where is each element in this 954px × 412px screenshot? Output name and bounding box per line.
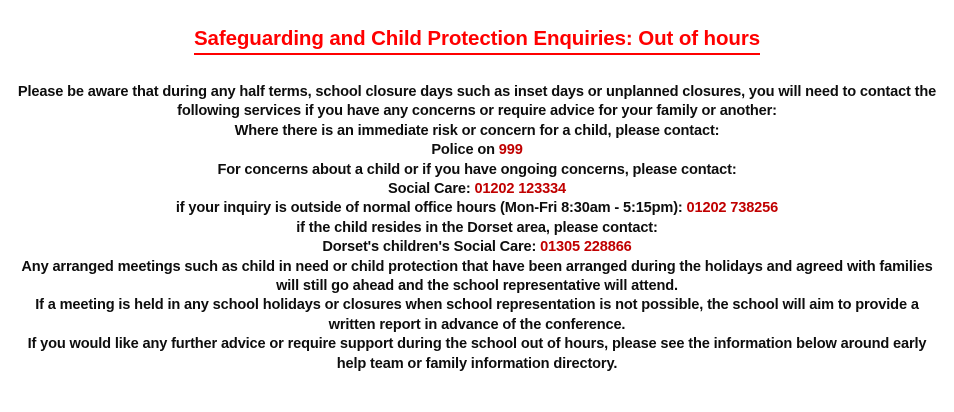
paragraph-ongoing-concerns: For concerns about a child or if you have ongoing concerns, please contact:: [217, 161, 737, 178]
police-label: Police on: [431, 142, 499, 159]
paragraph-dorset-area: if the child resides in the Dorset area, please contact:: [296, 219, 658, 236]
paragraph-dorset-social-care: [12, 238, 942, 257]
dorset-social-care-label: Dorset's children's Social Care:: [322, 239, 541, 256]
out-of-hours-label: if your inquiry is outside of normal office hours (Mon-Fri 8:30am - 5:15pm):: [175, 200, 687, 217]
police-phone-number: 999: [498, 142, 523, 159]
paragraph-intro: Please be aware that during any half terms, school closure days such as inset days or unplanned closures, you will need to contact the following services if you have any concerns or require advice for your family or another:: [17, 84, 937, 120]
paragraph-further-advice: If you would like any further advice or require support during the school out of hours, please see the information below around early help team or family information directory.: [27, 336, 927, 372]
page-title: [0, 26, 954, 55]
document-body: [12, 83, 942, 374]
dorset-social-care-phone-number: 01305 228866: [540, 239, 632, 256]
social-care-phone-number: 01202 123334: [474, 181, 566, 198]
paragraph-meeting-held: If a meeting is held in any school holidays or closures when school representation is not possible, the school will aim to provide a written report in advance of the conference.: [35, 297, 919, 333]
paragraph-police: [12, 141, 942, 160]
out-of-hours-phone-number: 01202 738256: [686, 200, 779, 217]
paragraph-out-of-hours: [12, 199, 942, 218]
social-care-label: Social Care:: [387, 181, 475, 198]
page-title-text: Safeguarding and Child Protection Enquiries: Out of hours: [194, 26, 760, 55]
paragraph-arranged-meetings: Any arranged meetings such as child in need or child protection that have been arranged during the holidays and agreed with families will still go ahead and the school representative will attend.: [21, 258, 933, 295]
paragraph-immediate-risk: Where there is an immediate risk or concern for a child, please contact:: [234, 122, 720, 139]
paragraph-social-care: [12, 180, 942, 199]
